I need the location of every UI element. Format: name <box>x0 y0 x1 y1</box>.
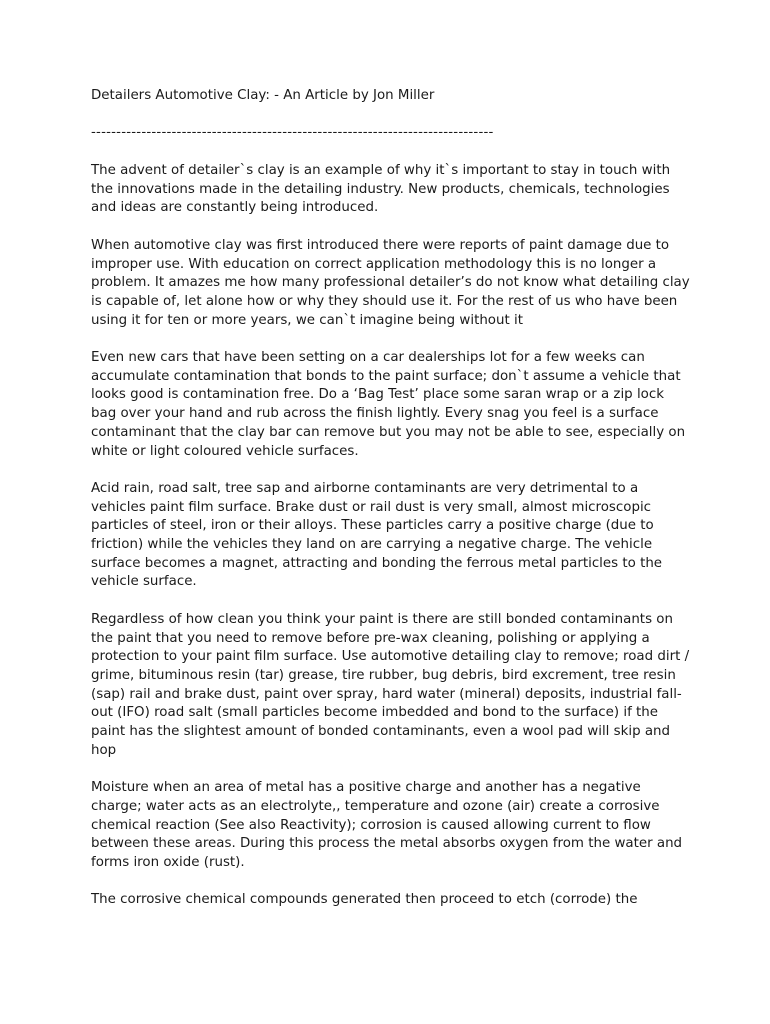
document-page <box>91 86 691 910</box>
paragraph-3: Even new cars that have been setting on a car dealerships lot for a few weeks can accumulate contamination that bonds to the paint surface; don`t assume a vehicle that looks good is contamination free. Do a ‘Bag Test’ place some saran wrap or a zip lock bag over your hand and rub across the finish lightly. Every snag you feel is a surface contaminant that the clay bar can remove but you may not be able to see, especially on white or light coloured vehicle surfaces. <box>91 350 686 459</box>
paragraph-5: Regardless of how clean you think your paint is there are still bonded contaminants on the paint that you need to remove before pre-wax cleaning, polishing or applying a protection to your paint film surface. Use automotive detailing clay to remove; road dirt / grime, bituminous resin (tar) grease, tire rubber, bug debris, bird excrement, tree resin (sap) rail and brake dust, paint over spray, hard water (mineral) deposits, industrial fall-out (IFO) road salt (small particles become imbedded and bond to the surface) if the paint has the slightest amount of bonded contaminants, even a wool pad will skip and hop <box>91 611 690 758</box>
paragraph-1: The advent of detailer`s clay is an example of why it`s important to stay in touch with the innovations made in the detailing industry. New products, chemicals, technologies and ideas are constantly being introduced. <box>91 163 671 216</box>
paragraph-7: The corrosive chemical compounds generated then proceed to etch (corrode) the <box>91 892 638 908</box>
document-title: Detailers Automotive Clay: - An Article by Jon Miller <box>91 88 435 103</box>
paragraph-2: When automotive clay was first introduced there were reports of paint damage due to improper use. With education on correct application methodology this is no longer a problem. It amazes me how many professional detailer’s do not know what detailing clay is capable of, let alone how or why they should use it. For the rest of us who have been using it for ten or more years, we can`t imagine being without it <box>91 237 690 328</box>
separator-line: -------------------------------------------------------------------------------- <box>91 125 494 140</box>
paragraph-4: Acid rain, road salt, tree sap and airborne contaminants are very detrimental to a vehicles paint film surface. Brake dust or rail dust is very small, almost microscopic particles of steel, iron or their alloys. These particles carry a positive charge (due to friction) while the vehicles they land on are carrying a negative charge. The vehicle surface becomes a magnet, attracting and bonding the ferrous metal particles to the vehicle surface. <box>91 480 663 590</box>
paragraph-6: Moisture when an area of metal has a positive charge and another has a negative charge; water acts as an electrolyte,, temperature and ozone (air) create a corrosive chemical reaction (See also Reactivity); corrosion is caused allowing current to flow between these areas. During this process the metal absorbs oxygen from the water and forms iron oxide (rust). <box>91 780 683 870</box>
